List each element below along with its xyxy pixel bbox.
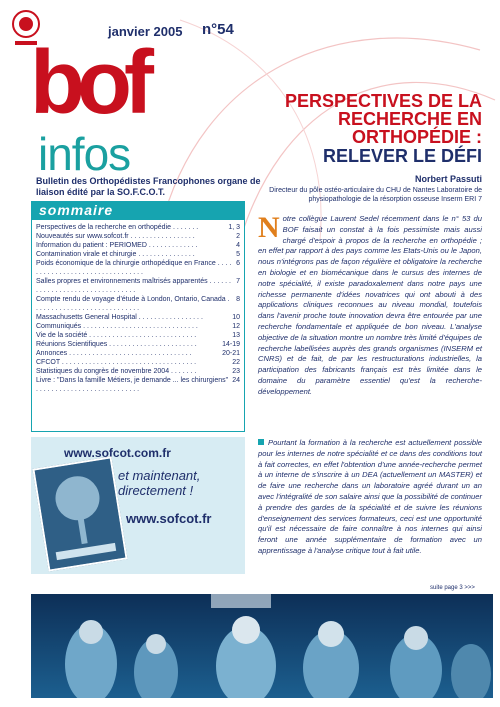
- toc-item[interactable]: Perspectives de la recherche en orthopédie . . . . . . . 1, 3: [36, 224, 240, 231]
- paragraph-2-text: Pourtant la formation à la recherche est actuellement possible pour les internes de notre spécialité et ce dans des conditions tout à fait correctes, en effet l'obtention d'une année-recherche permet à un interne de s'inscrire à un DEA (actuellement un MASTER) et de faire une recherche dans un laboratoire agréé durant un an avec l'intégralité de son salaire ainsi que la possibilité de continuer à prendre des gardes de la spécialité et de suivre les réunions d'enseignement des services formateurs, ceci est une opportunité qu'il est nécessaire de faire connaître à nos internes qui ainsi feront une année supplémentaire de formation avec un apprentissage à l'analyse critique tout à fait utile.: [258, 438, 482, 555]
- toc-item[interactable]: Nouveautés sur www.sofcot.fr . . . . . . . . . . . . . . . . . 2: [36, 233, 240, 240]
- toc-item[interactable]: Information du patient : PERIOMED . . . . . . . . . . . . . 4: [36, 242, 240, 249]
- toc-list: [31, 219, 245, 432]
- article-paragraph-2: [258, 438, 482, 557]
- headline-title: PERSPECTIVES DE LA RECHERCHE EN ORTHOPÉDIE :: [284, 91, 482, 147]
- toc-item[interactable]: CFCOT . . . . . . . . . . . . . . . . . . . . . . . . . . . . . . . . . . . 22: [36, 359, 240, 366]
- toc-item[interactable]: Vie de la société . . . . . . . . . . . . . . . . . . . . . . . . . . . . 13: [36, 332, 240, 339]
- website-url-old[interactable]: www.sofcot.com.fr: [64, 446, 171, 460]
- toc-item[interactable]: Statistiques du congrès de novembre 2004 . . . . . . . 23: [36, 368, 240, 375]
- toc-item[interactable]: Livre : "Dans la famille Métiers, je demande ... les chirurgiens" . . . . . . . . . . . . . . . . . . . . . . . . . . . 24: [36, 377, 240, 393]
- square-bullet-icon: [258, 439, 264, 445]
- author-role: Directeur du pôle ostéo-articulaire du CHU de Nantes Laboratoire de physiopathologie de la résorption osseuse Inserm ERI 7: [269, 187, 482, 203]
- continued-link[interactable]: suite page 3 >>>: [430, 585, 475, 591]
- drop-cap: N: [258, 211, 280, 244]
- website-url-new[interactable]: www.sofcot.fr: [126, 511, 212, 526]
- website-tree-image: [32, 456, 127, 571]
- bof-logo: bof: [30, 33, 146, 133]
- issue-date: janvier 2005: [108, 24, 183, 39]
- toc-header: sommaire: [31, 201, 245, 219]
- toc-item[interactable]: Massachusetts General Hospital . . . . . . . . . . . . . . . . . 10: [36, 314, 240, 321]
- article-paragraph-1: [258, 211, 482, 398]
- infos-logo: infos: [38, 128, 131, 180]
- bulletin-subtitle: Bulletin des Orthopédistes Francophones organe de liaison édité par la SO.F.C.O.T.: [36, 176, 261, 197]
- toc-item[interactable]: Salles propres et environnements maîtrisés apparentés . . . . . . . . . . . . . . . . . . . . . . . . . . . . . . . . 7: [36, 278, 240, 294]
- website-ad-text: et maintenant, directement !: [118, 468, 201, 498]
- toc-item[interactable]: Compte rendu de voyage d'étude à London, Ontario, Canada . . . . . . . . . . . . . . . . . . . . . . . . . . . . 8: [36, 296, 240, 312]
- paragraph-1-text: otre collègue Laurent Sedel récemment dans le n° 53 du BOF faisait un constat à la fois pessimiste mais aussi chargé d'espoir à propos de la recherche en orthopédie ; en effet par rapport à des pays comme les Etats-Unis ou le Japon, nous n'intégrons pas de façon régulière et obligatoire la recherche en biologie et en biomécanique dans le cursus des internes de notre spécialité, il existe paradoxalement dans notre pays une richesse permanente d'idées novatrices qui ont abouti à des applications cliniques reconnues au niveau mondial, toutefois dans l'avenir proche toute innovation devra être entourée par une recherche fondamentale et appliquée de bon niveau. L'analyse objective de la situation montre un nombre très limité d'équipes de recherche labellisées auprès des grands organismes (INSERM et CNRS) et de fait, de par les restructurations industrielles, la participation des fabricants français est très limitée dans le domaine du paramètre essentiel qu'est la recherche-développement.: [258, 214, 482, 396]
- surgery-team-photo: [31, 594, 493, 698]
- toc-item[interactable]: Annonces . . . . . . . . . . . . . . . . . . . . . . . . . . . . . . . . 20-21: [36, 350, 240, 357]
- headline-subtitle: RELEVER LE DÉFI: [322, 146, 482, 166]
- toc-item[interactable]: Poids économique de la chirurgie orthopédique en France . . . . . . . . . . . . . . . . . . . . . . . . . . . . . . . . 6: [36, 260, 240, 276]
- toc-item[interactable]: Communiqués . . . . . . . . . . . . . . . . . . . . . . . . . . . . . . 12: [36, 323, 240, 330]
- author-name: Norbert Passuti: [414, 174, 482, 184]
- issue-number: n°54: [202, 21, 234, 38]
- toc-item[interactable]: Réunions Scientifiques . . . . . . . . . . . . . . . . . . . . . . . 14-19: [36, 341, 240, 348]
- toc-item[interactable]: Contamination virale et chirurgie . . . . . . . . . . . . . . . 5: [36, 251, 240, 258]
